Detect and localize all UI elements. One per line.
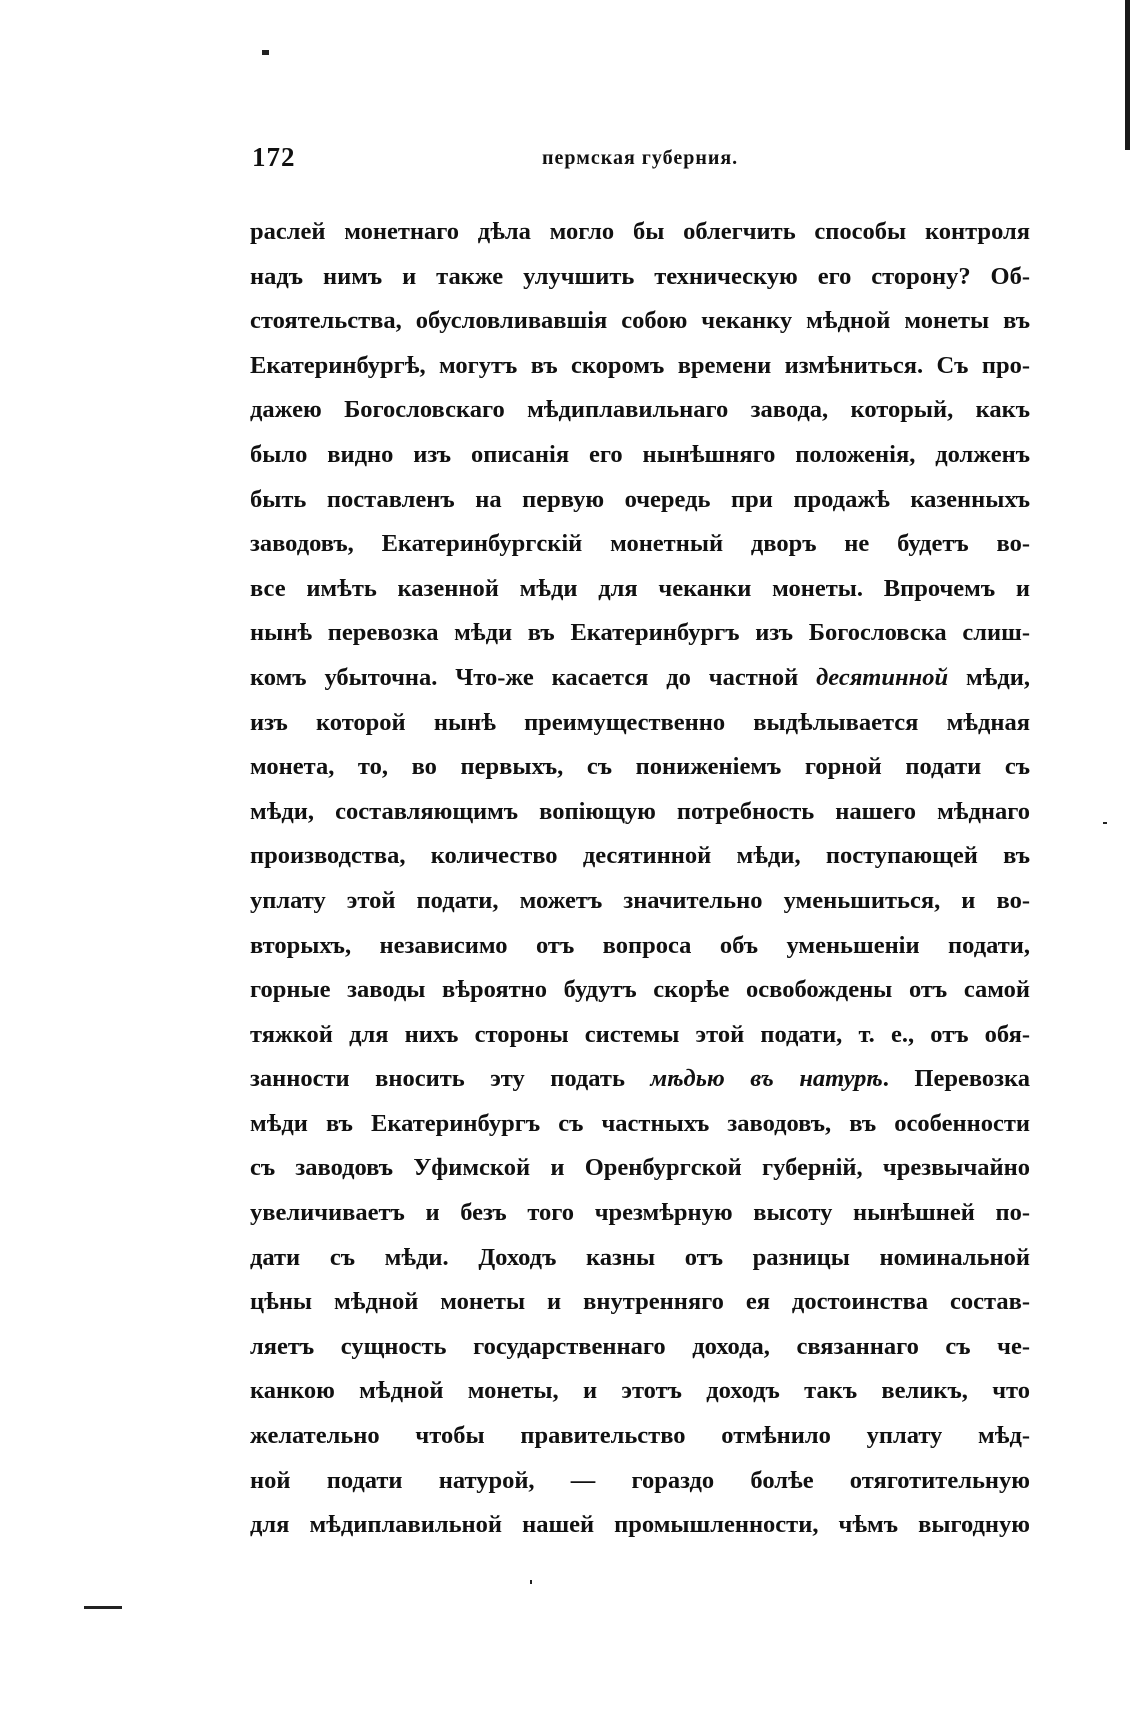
scan-speck [84, 1606, 122, 1609]
scan-speck [530, 1580, 532, 1584]
scan-edge-line [1125, 0, 1130, 150]
text-line: Екатеринбургѣ, могутъ въ скоромъ времени измѣниться. Съ про- [250, 351, 1030, 379]
text-line: надъ нимъ и также улучшить техническую его сторону? Об- [250, 262, 1030, 290]
text-line: для мѣдиплавильной нашей промышленности, чѣмъ выгодную [250, 1511, 1030, 1539]
page-header [252, 142, 1030, 182]
text-line: ляетъ сущность государственнаго дохода, связаннаго съ че- [250, 1332, 1030, 1360]
text-line: мѣди въ Екатеринбургъ съ частныхъ заводовъ, въ особенности [250, 1109, 1030, 1137]
text-line: нынѣ перевозка мѣди въ Екатеринбургъ изъ Богословска слиш- [250, 619, 1030, 647]
text-line: раслей монетнаго дѣла могло бы облегчить способы контроля [250, 218, 1030, 245]
text-line: тяжкой для нихъ стороны системы этой подати, т. е., отъ обя- [250, 1020, 1030, 1048]
text-line: дати съ мѣди. Доходъ казны отъ разницы номинальной [250, 1243, 1030, 1271]
text-line: производства, количество десятинной мѣди, поступающей въ [250, 842, 1030, 870]
text-line: стоятельства, обусловливавшія собою чеканку мѣдной монеты въ [250, 307, 1030, 335]
scan-speck [1103, 822, 1107, 824]
text-line: вторыхъ, независимо отъ вопроса объ уменьшеніи подати, [250, 931, 1030, 959]
text-line: увеличиваетъ и безъ того чрезмѣрную высоту нынѣшней по- [250, 1199, 1030, 1227]
text-line: быть поставленъ на первую очередь при продажѣ казенныхъ [250, 485, 1030, 513]
text-line: уплату этой подати, можетъ значительно уменьшиться, и во- [250, 886, 1030, 914]
text-line: мѣди, составляющимъ вопіющую потребность нашего мѣднаго [250, 797, 1030, 825]
text-line: занности вносить эту подать мѣдью въ натурѣ. Перевозка [250, 1065, 1030, 1093]
text-line: цѣны мѣдной монеты и внутренняго ея достоинства состав- [250, 1288, 1030, 1316]
text-line: горные заводы вѣроятно будутъ скорѣе освобождены отъ самой [250, 976, 1030, 1004]
text-line: канкою мѣдной монеты, и этотъ доходъ такъ великъ, что [250, 1377, 1030, 1405]
text-line: комъ убыточна. Что-же касается до частной десятинной мѣди, [250, 663, 1030, 691]
text-line: монета, то, во первыхъ, съ пониженіемъ горной подати съ [250, 753, 1030, 781]
italic-phrase: десятинной [816, 663, 949, 691]
text-line: съ заводовъ Уфимской и Оренбургской губерній, чрезвычайно [250, 1154, 1030, 1182]
italic-phrase: мѣдью въ натурѣ [650, 1065, 883, 1093]
text-line: дажею Богословскаго мѣдиплавильнаго завода, который, какъ [250, 396, 1030, 424]
running-title: пермская губерния. [542, 147, 739, 169]
body-text [250, 210, 1030, 1548]
page-number: 172 [252, 142, 296, 172]
text-line: ной подати натурой, — гораздо болѣе отяготительную [250, 1466, 1030, 1494]
text-line: было видно изъ описанія его нынѣшняго положенія, долженъ [250, 440, 1030, 468]
scan-speck [262, 50, 269, 55]
text-line: заводовъ, Екатеринбургскій монетный дворъ не будетъ во- [250, 530, 1030, 558]
text-line: желательно чтобы правительство отмѣнило уплату мѣд- [250, 1422, 1030, 1450]
text-line: изъ которой нынѣ преимущественно выдѣлывается мѣдная [250, 708, 1030, 736]
text-line: все имѣть казенной мѣди для чеканки монеты. Впрочемъ и [250, 574, 1030, 602]
